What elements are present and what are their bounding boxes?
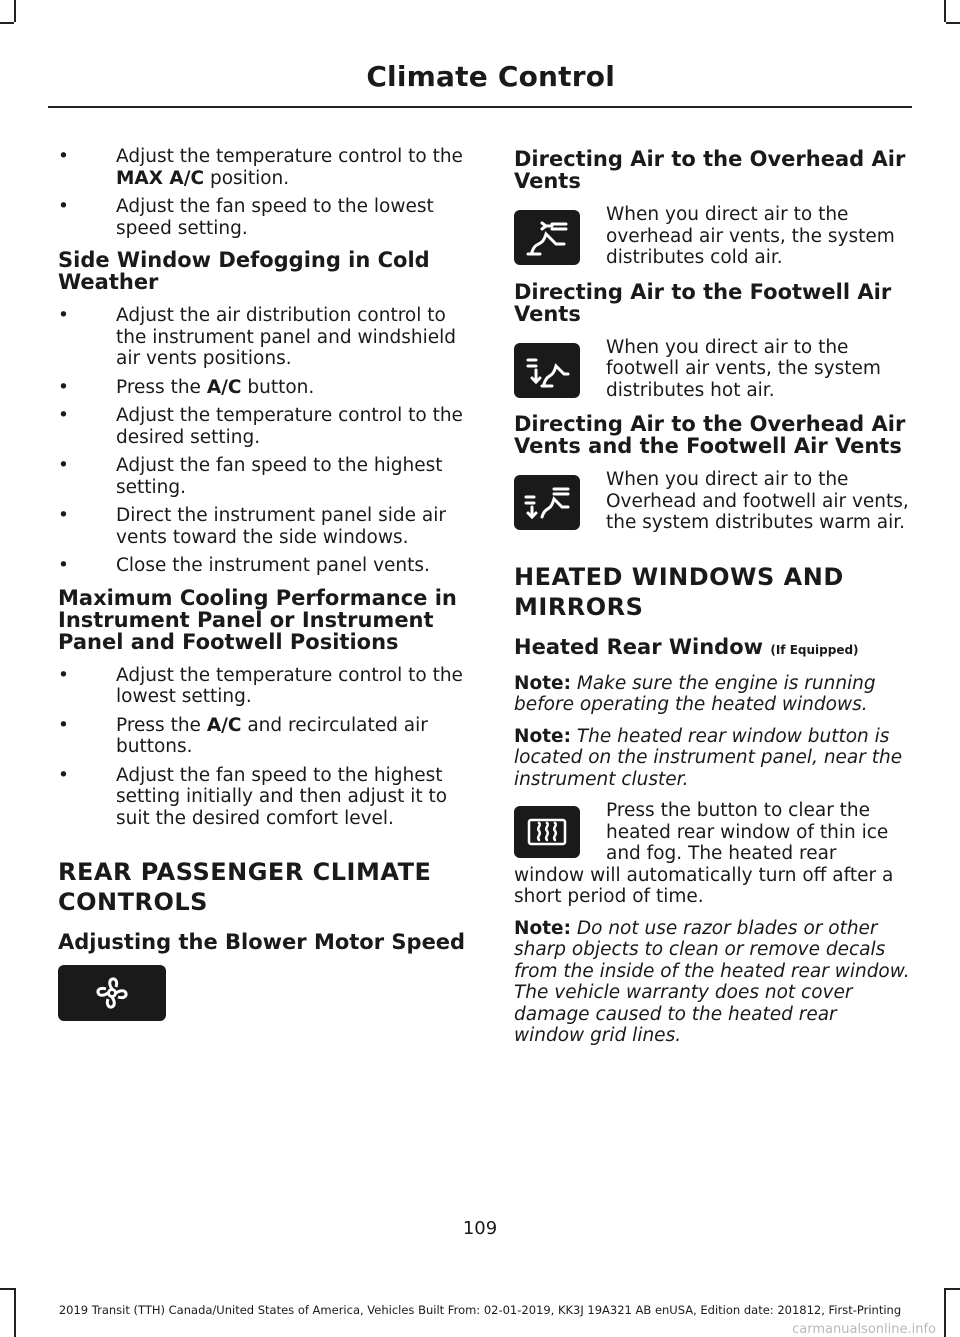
list-item: • Close the instrument panel vents. xyxy=(58,555,430,576)
section-heading: Directing Air to the Footwell Air Vents xyxy=(514,279,892,326)
paragraph: When you direct air to the footwell air vents, the system distributes hot air. xyxy=(606,336,881,401)
crop-mark xyxy=(0,1288,14,1290)
footer-edition: 2019 Transit (TTH) Canada/United States of America, Vehicles Built From: 02-01-2019, KK3J 19A321 AB enUSA, Edition date: 201812, First-Printing xyxy=(58,1303,902,1317)
section-heading: Side Window Defogging in Cold Weather xyxy=(58,248,430,294)
section-heading: Directing Air to the Overhead Air Vents and the Footwell Air Vents xyxy=(514,412,906,458)
note: Note: The heated rear window button is located on the instrument panel, near the instrument cluster. xyxy=(514,725,903,790)
chapter-heading: HEATED WINDOWS AND MIRRORS xyxy=(514,562,844,621)
crop-mark xyxy=(944,0,946,22)
list-item: • Press the A/C button. xyxy=(58,376,315,398)
paragraph: Press the button to clear the heated rear window of thin ice and fog. The heated rear window will automatically turn off after a short period of time. xyxy=(514,800,894,907)
paragraph: When you direct air to the Overhead and footwell air vents, the system distributes warm air. xyxy=(606,469,909,533)
left-column xyxy=(58,146,476,1021)
overhead-vent-icon xyxy=(514,210,580,265)
list-item: • Adjust the temperature control to the lowest setting. xyxy=(58,664,463,707)
fan-icon xyxy=(58,965,166,1021)
crop-mark xyxy=(14,0,16,22)
list-item: • Adjust the air distribution control to the instrument panel and windshield air vents positions. xyxy=(58,305,456,369)
rear-defrost-icon xyxy=(514,806,580,858)
defrost-block xyxy=(514,800,910,908)
bullet-list xyxy=(58,146,476,239)
list-item: • Direct the instrument panel side air vents toward the side windows. xyxy=(58,505,446,548)
section-heading: Maximum Cooling Performance in Instrument Panel or Instrument Panel and Footwell Positions xyxy=(58,585,457,654)
overhead-vent-row xyxy=(514,204,910,269)
overhead-footwell-vent-row xyxy=(514,469,910,534)
list-item: • Adjust the fan speed to the highest setting initially and then adjust it to suit the desired comfort level. xyxy=(58,764,448,829)
page-number: 109 xyxy=(462,1218,498,1239)
header-divider xyxy=(48,106,912,108)
section-heading: Adjusting the Blower Motor Speed xyxy=(58,930,466,954)
note: Note: Do not use razor blades or other sharp objects to clean or remove decals from the inside of the heated rear window. The vehicle warranty does not cover damage caused to the heated rear window grid lines. xyxy=(514,917,910,1046)
crop-mark xyxy=(0,22,14,24)
bullet-list xyxy=(58,305,476,577)
crop-mark xyxy=(946,22,960,24)
footwell-vent-icon xyxy=(514,343,580,398)
list-item: • Adjust the temperature control to the desired setting. xyxy=(58,405,463,448)
paragraph: When you direct air to the overhead air vents, the system distributes cold air. xyxy=(606,204,895,268)
section-heading: Directing Air to the Overhead Air Vents xyxy=(514,147,906,193)
chapter-heading: REAR PASSENGER CLIMATE CONTROLS xyxy=(58,858,432,916)
footwell-vent-row xyxy=(514,337,910,402)
crop-mark xyxy=(946,1288,960,1290)
note: Note: Make sure the engine is running before operating the heated windows. xyxy=(514,672,876,715)
list-item: • Adjust the fan speed to the highest setting. xyxy=(58,455,443,498)
bullet-list xyxy=(58,665,476,830)
section-heading: Heated Rear Window (If Equipped) xyxy=(514,634,859,659)
list-item: • Press the A/C and recirculated air buttons. xyxy=(58,714,428,757)
overhead-footwell-vent-icon xyxy=(514,475,580,530)
list-item: • Adjust the fan speed to the lowest speed setting. xyxy=(58,196,434,239)
right-column xyxy=(514,146,910,1057)
list-item: • Adjust the temperature control to the MAX A/C position. xyxy=(58,146,463,189)
watermark: carmanualsonline.info xyxy=(792,1322,936,1337)
page-title: Climate Control xyxy=(366,60,615,93)
